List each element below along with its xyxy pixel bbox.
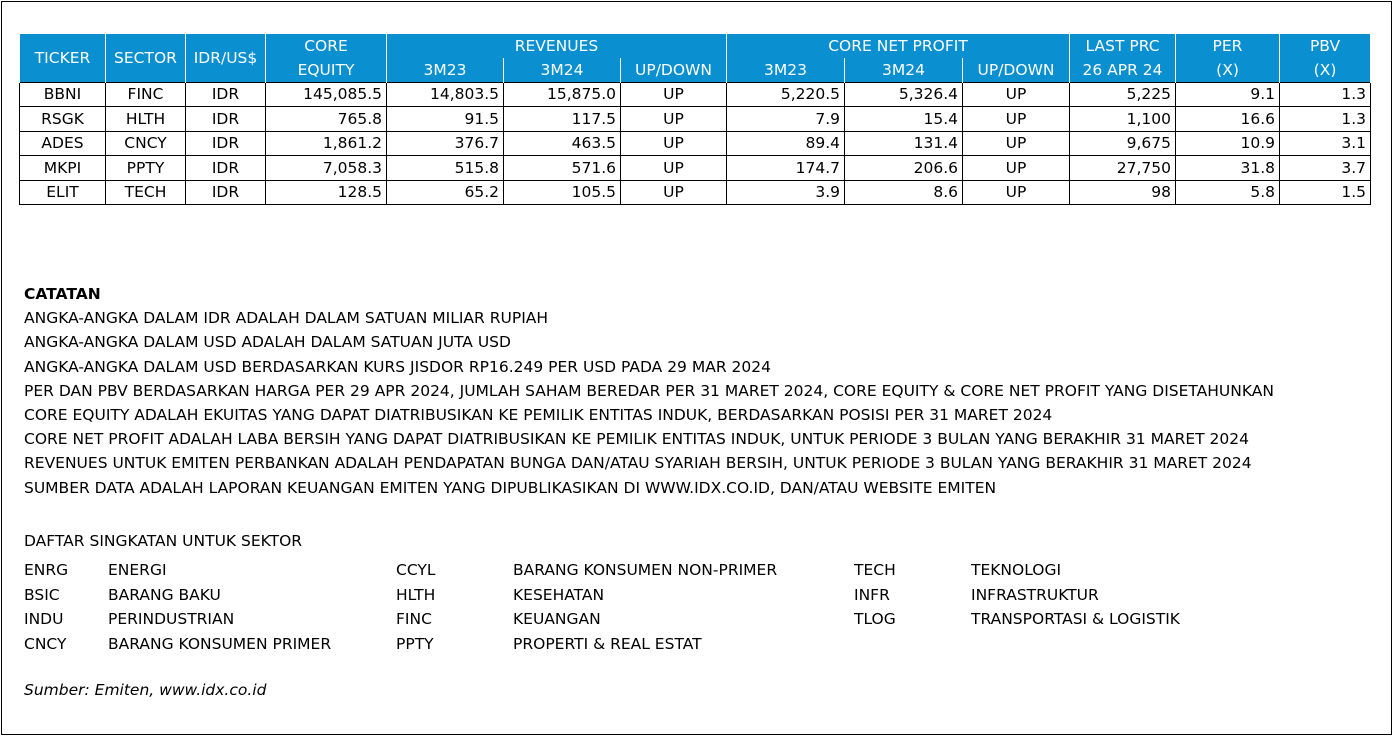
cell-rev-updown: UP	[621, 82, 727, 107]
note-line: ANGKA-ANGKA DALAM IDR ADALAH DALAM SATUAN MILIAR RUPIAH	[24, 309, 549, 328]
cell-rev-updown: UP	[621, 156, 727, 181]
cell-ticker: RSGK	[20, 107, 106, 132]
header-revenues: REVENUES	[387, 34, 727, 58]
cell-cnp-3m24: 8.6	[845, 180, 963, 205]
header-rev-updown: UP/DOWN	[621, 58, 727, 82]
cell-cnp-3m23: 7.9	[727, 107, 845, 132]
cell-currency: IDR	[186, 82, 266, 107]
table-body	[20, 82, 1371, 205]
header-per-bottom: (X)	[1176, 58, 1280, 82]
cell-last-price: 5,225	[1070, 82, 1176, 107]
cell-rev-3m24: 105.5	[504, 180, 621, 205]
cell-core-equity: 1,861.2	[266, 131, 387, 156]
table-row	[20, 180, 1371, 205]
cell-per: 31.8	[1176, 156, 1280, 181]
cell-ticker: ELIT	[20, 180, 106, 205]
financial-table	[19, 34, 1371, 205]
table-row	[20, 82, 1371, 107]
header-last-price-bottom: 26 APR 24	[1070, 58, 1176, 82]
cell-currency: IDR	[186, 156, 266, 181]
header-cnp-3m23: 3M23	[727, 58, 845, 82]
cell-pbv: 1.5	[1280, 180, 1371, 205]
cell-cnp-3m24: 5,326.4	[845, 82, 963, 107]
note-line: ANGKA-ANGKA DALAM USD ADALAH DALAM SATUAN JUTA USD	[24, 333, 511, 352]
cell-core-equity: 7,058.3	[266, 156, 387, 181]
cell-per: 9.1	[1176, 82, 1280, 107]
sector-code: INDU	[24, 610, 64, 629]
sector-code: BSIC	[24, 585, 60, 604]
cell-last-price: 98	[1070, 180, 1176, 205]
cell-rev-3m24: 117.5	[504, 107, 621, 132]
cell-sector: HLTH	[106, 107, 186, 132]
cell-per: 10.9	[1176, 131, 1280, 156]
note-line: CORE EQUITY ADALAH EKUITAS YANG DAPAT DIATRIBUSIKAN KE PEMILIK ENTITAS INDUK, BERDASARKAN POSISI PER 31 MARET 2024	[24, 406, 1053, 425]
table-row	[20, 131, 1371, 156]
sector-name: KEUANGAN	[513, 610, 601, 629]
cell-currency: IDR	[186, 131, 266, 156]
header-pbv-bottom: (X)	[1280, 58, 1371, 82]
table-header-row-top	[20, 34, 1371, 58]
cell-cnp-3m23: 89.4	[727, 131, 845, 156]
sector-code: ENRG	[24, 561, 69, 579]
cell-rev-3m23: 14,803.5	[387, 82, 504, 107]
header-pbv-top: PBV	[1280, 34, 1371, 58]
cell-rev-3m23: 91.5	[387, 107, 504, 132]
note-line: PER DAN PBV BERDASARKAN HARGA PER 29 APR 2024, JUMLAH SAHAM BEREDAR PER 31 MARET 2024, CORE EQUITY & CORE NET PROFIT YANG DISETAHUNKAN	[24, 381, 1274, 400]
note-line: SUMBER DATA ADALAH LAPORAN KEUANGAN EMITEN YANG DIPUBLIKASIKAN DI WWW.IDX.CO.ID, DAN/ATAU WEBSITE EMITEN	[24, 478, 997, 497]
table-row	[20, 107, 1371, 132]
cell-cnp-3m24: 131.4	[845, 131, 963, 156]
sector-name: BARANG BAKU	[108, 585, 221, 604]
header-core-net-profit: CORE NET PROFIT	[727, 34, 1070, 58]
header-core-equity-top: CORE	[266, 34, 387, 58]
cell-rev-updown: UP	[621, 131, 727, 156]
cell-currency: IDR	[186, 107, 266, 132]
cell-last-price: 9,675	[1070, 131, 1176, 156]
sector-code: TLOG	[854, 610, 896, 629]
header-rev-3m24: 3M24	[504, 58, 621, 82]
cell-cnp-updown: UP	[963, 131, 1070, 156]
cell-rev-updown: UP	[621, 107, 727, 132]
cell-cnp-updown: UP	[963, 107, 1070, 132]
source-note: Sumber: Emiten, www.idx.co.id	[24, 681, 267, 699]
cell-currency: IDR	[186, 180, 266, 205]
sector-name: BARANG KONSUMEN NON-PRIMER	[513, 561, 778, 579]
cell-sector: CNCY	[106, 131, 186, 156]
cell-rev-3m23: 65.2	[387, 180, 504, 205]
cell-rev-updown: UP	[621, 180, 727, 205]
cell-pbv: 3.1	[1280, 131, 1371, 156]
header-sector: SECTOR	[106, 34, 186, 82]
sector-name: BARANG KONSUMEN PRIMER	[108, 634, 332, 653]
cell-cnp-3m23: 5,220.5	[727, 82, 845, 107]
sector-name: TEKNOLOGI	[971, 561, 1062, 579]
table-row	[20, 156, 1371, 181]
cell-cnp-updown: UP	[963, 180, 1070, 205]
cell-ticker: MKPI	[20, 156, 106, 181]
sector-code: CNCY	[24, 634, 67, 653]
cell-cnp-3m23: 3.9	[727, 180, 845, 205]
cell-rev-3m24: 15,875.0	[504, 82, 621, 107]
cell-cnp-3m24: 15.4	[845, 107, 963, 132]
sector-code: FINC	[396, 610, 432, 629]
header-cnp-updown: UP/DOWN	[963, 58, 1070, 82]
cell-rev-3m24: 463.5	[504, 131, 621, 156]
cell-pbv: 1.3	[1280, 82, 1371, 107]
abbreviations-title: DAFTAR SINGKATAN UNTUK SEKTOR	[24, 532, 303, 550]
cell-core-equity: 128.5	[266, 180, 387, 205]
sector-code: HLTH	[396, 585, 436, 604]
header-core-equity-bottom: EQUITY	[266, 58, 387, 82]
sector-name: KESEHATAN	[513, 585, 605, 604]
sector-code: TECH	[854, 561, 896, 579]
note-line: REVENUES UNTUK EMITEN PERBANKAN ADALAH PENDAPATAN BUNGA DAN/ATAU SYARIAH BERSIH, UNTUK PERIODE 3 BULAN YANG BERAKHIR 31 MARET 2024	[24, 454, 1252, 473]
cell-pbv: 3.7	[1280, 156, 1371, 181]
note-line: ANGKA-ANGKA DALAM USD BERDASARKAN KURS JISDOR RP16.249 PER USD PADA 29 MAR 2024	[24, 357, 771, 376]
header-rev-3m23: 3M23	[387, 58, 504, 82]
cell-core-equity: 145,085.5	[266, 82, 387, 107]
cell-ticker: ADES	[20, 131, 106, 156]
header-last-price-top: LAST PRC	[1070, 34, 1176, 58]
cell-per: 16.6	[1176, 107, 1280, 132]
sector-name: INFRASTRUKTUR	[971, 585, 1099, 604]
cell-sector: FINC	[106, 82, 186, 107]
cell-rev-3m24: 571.6	[504, 156, 621, 181]
cell-per: 5.8	[1176, 180, 1280, 205]
sector-name: TRANSPORTASI & LOGISTIK	[971, 610, 1180, 629]
cell-rev-3m23: 515.8	[387, 156, 504, 181]
cell-cnp-updown: UP	[963, 82, 1070, 107]
cell-last-price: 1,100	[1070, 107, 1176, 132]
note-line: CORE NET PROFIT ADALAH LABA BERSIH YANG DAPAT DIATRIBUSIKAN KE PEMILIK ENTITAS INDUK, UNTUK PERIODE 3 BULAN YANG BERAKHIR 31 MARET 2024	[24, 430, 1249, 449]
notes-section	[24, 282, 1274, 500]
cell-last-price: 27,750	[1070, 156, 1176, 181]
header-currency: IDR/US$	[186, 34, 266, 82]
sector-name: PERINDUSTRIAN	[108, 610, 235, 629]
notes-heading: CATATAN	[24, 285, 101, 303]
cell-sector: PPTY	[106, 156, 186, 181]
sector-code: CCYL	[396, 561, 436, 579]
cell-cnp-updown: UP	[963, 156, 1070, 181]
sector-code: INFR	[854, 585, 890, 604]
header-ticker: TICKER	[20, 34, 106, 82]
sector-name: PROPERTI & REAL ESTAT	[513, 634, 702, 653]
cell-core-equity: 765.8	[266, 107, 387, 132]
header-cnp-3m24: 3M24	[845, 58, 963, 82]
cell-rev-3m23: 376.7	[387, 131, 504, 156]
header-per-top: PER	[1176, 34, 1280, 58]
sector-name: ENERGI	[108, 561, 167, 579]
sector-code: PPTY	[396, 634, 434, 653]
cell-ticker: BBNI	[20, 82, 106, 107]
cell-sector: TECH	[106, 180, 186, 205]
cell-cnp-3m23: 174.7	[727, 156, 845, 181]
cell-pbv: 1.3	[1280, 107, 1371, 132]
cell-cnp-3m24: 206.6	[845, 156, 963, 181]
